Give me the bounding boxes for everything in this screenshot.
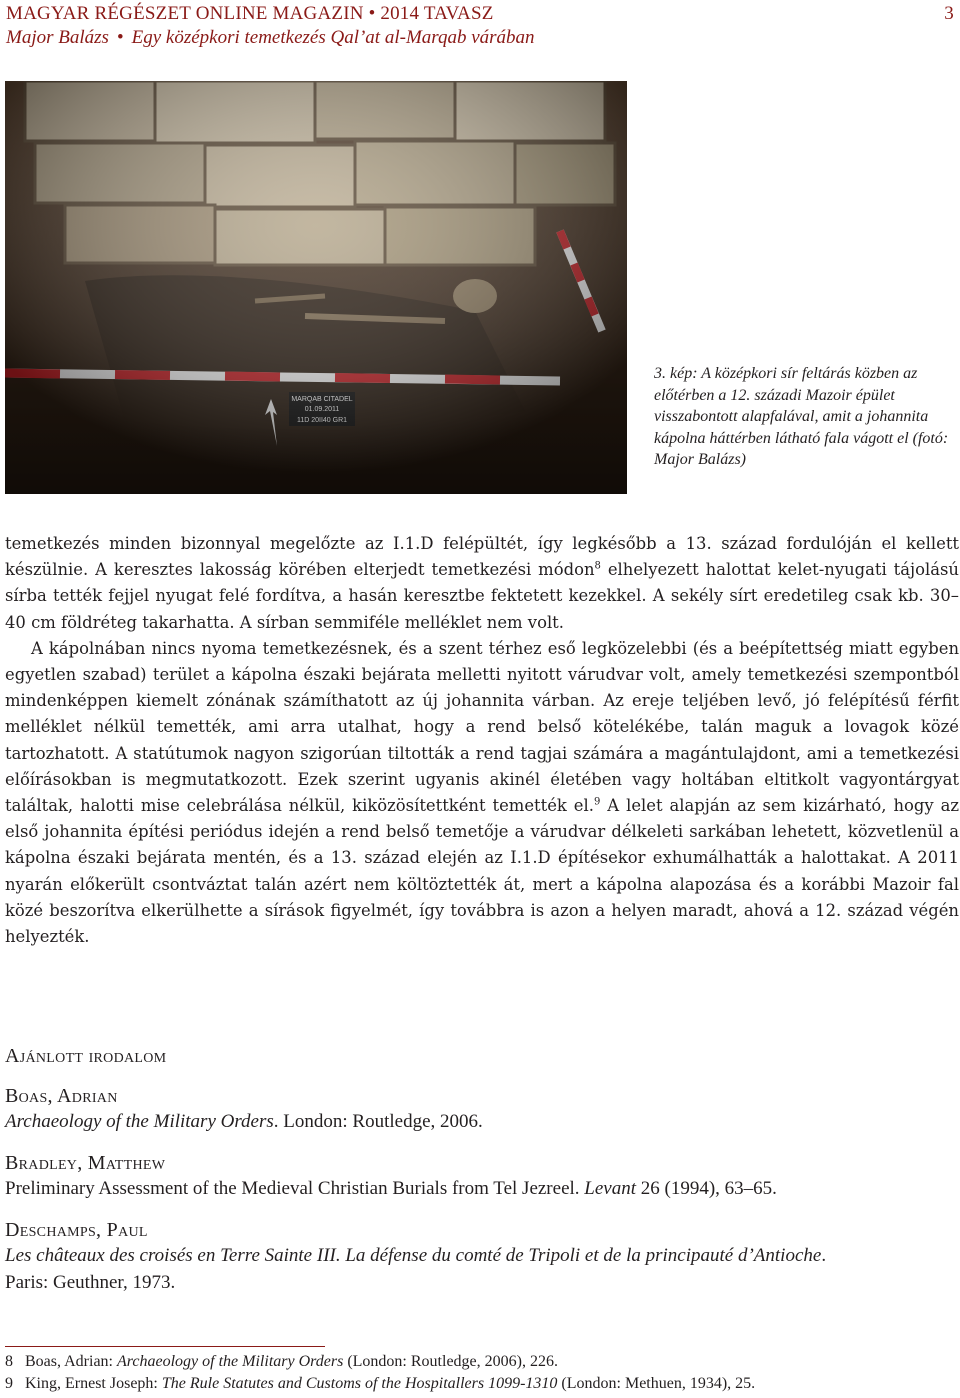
footnote-title: The Rule Statutes and Customs of the Hospitallers 1099-1310: [161, 1375, 558, 1392]
figure-caption: 3. kép: A középkori sír feltárás közben az előtérben a 12. századi Mazoir épület visszabontott alapfalával, amit a johannita kápolna háttérben látható fala vágott el (fotó: Major Balázs): [654, 365, 949, 468]
bib-journal: Levant: [584, 1178, 636, 1199]
bibliography-entry: [5, 1218, 955, 1296]
bib-text: [5, 1242, 955, 1269]
bib-publisher: Paris: Geuthner, 1973.: [5, 1272, 176, 1293]
bib-details: 26 (1994), 63–65.: [636, 1178, 777, 1199]
footnote: [5, 1351, 955, 1373]
bib-text: [5, 1108, 955, 1135]
paragraph-text: temetkezés minden bizonnyal megelőzte az I.1.D felépültét, így legkésőbb a 13. század fordulóján el kellett készülnie. A keresztes lakosság körében elterjedt temetkezési módon: [5, 534, 959, 580]
footnote-details: (London: Routledge, 2006), 226.: [343, 1353, 558, 1370]
excavation-photo-illustration: [5, 81, 627, 494]
paragraph-text: elhelyezett halottat kelet-nyugati tájolású sírba tették fejjel nyugat felé fordítva, a hasán keresztbe fektetett kezekkel. A sekély sírt eredetileg csak kb. 30–40 cm földréteg takarhatta. A sírban semmiféle melléklet nem volt.: [5, 560, 959, 632]
bib-author: Bradley, Matthew: [5, 1152, 166, 1174]
footnote-number: 8: [5, 1353, 13, 1370]
bib-author: Deschamps, Paul: [5, 1219, 148, 1241]
bib-text: [5, 1175, 955, 1202]
paragraph: [5, 531, 959, 636]
bib-title: Les châteaux des croisés en Terre Sainte III. La défense du comté de Tripoli et de la principauté d’Antioche: [5, 1245, 822, 1266]
footnote-text: [25, 1351, 558, 1373]
bib-title: Preliminary Assessment of the Medieval Christian Burials from Tel Jezreel.: [5, 1178, 585, 1199]
footnote-title: Archaeology of the Military Orders: [117, 1353, 344, 1370]
paragraph: [5, 636, 959, 950]
paragraph-text: A kápolnában nincs nyoma temetkezésnek, és a szent térhez eső legközelebbi (és a beépítettség miatt egyben egyetlen szabad) terület a kápolna északi bejárata melletti nyitott várudvar volt, amely temetkezési szempontból mindenképpen kiemelt zónának számíthatott az új johannita várban. Az ereje teljében levő, jó felépítésű férfit melléklet nélkül temették, ami arra utalhat, hogy a rend belső kötelékébe, talán maguk a lovagok közé tartozhatott. A statútumok nagyon szigorúan tiltották a rend tagjai számára a magántulajdont, ami a temetkezési előírásokban is megmutatkozott. Ezek szerint ugyanis akinél életében vagy holtában eltitkolt vagyontárgyat találtak, halotti mise celebrálása nélkül, kiközösítettként temették el.: [5, 638, 959, 816]
footnote-ref[interactable]: 9: [593, 796, 601, 808]
bibliography-entry: [5, 1151, 955, 1202]
article-title: Egy középkori temetkezés Qal’at al-Marqab várában: [131, 27, 535, 48]
page-number: 3: [944, 3, 954, 24]
bib-title: Archaeology of the Military Orders: [5, 1111, 274, 1132]
footnote-number: 9: [5, 1375, 13, 1392]
bib-details: .: [821, 1245, 827, 1266]
footnote-ref[interactable]: 8: [594, 560, 601, 572]
footnote-text: [25, 1373, 755, 1395]
footnote-author: Boas, Adrian:: [25, 1353, 117, 1370]
footnote: [5, 1373, 955, 1395]
magazine-title: MAGYAR RÉGÉSZET ONLINE MAGAZIN • 2014 TAVASZ: [6, 3, 494, 24]
bib-details: . London: Routledge, 2006.: [273, 1111, 483, 1132]
page-header: [6, 2, 954, 50]
bibliography-heading: Ajánlott irodalom: [5, 1045, 167, 1067]
header-separator: •: [116, 27, 124, 48]
bibliography-entry: [5, 1084, 955, 1135]
article-body: [5, 531, 959, 950]
bibliography: [5, 1045, 955, 1312]
bib-author: Boas, Adrian: [5, 1085, 118, 1107]
footnote-details: (London: Methuen, 1934), 25.: [557, 1375, 756, 1392]
paragraph-text: A lelet alapján az sem kizárható, hogy az első johannita építési periódus idején a rend belső temetője a várudvar délkeleti sarkában lehetett, közvetlenül a kápolna északi bejárata mentén, és a 13. század elején az I.1.D építésekor exhumálhatták a halottakat. A 2011 nyarán előkerült csontváztat talán azért nem költöztették át, mert a kápolna alapozása és a korábbi Mazoir fal közé beszorítva elkerülhette a sírások figyelmét, így továbbra is azon a helyen maradt, ahová a 12. század végén helyezték.: [5, 796, 960, 947]
footnotes: [5, 1351, 955, 1395]
footnote-divider: [5, 1346, 325, 1347]
header-top-line: [6, 2, 954, 26]
article-author: Major Balázs: [6, 27, 109, 48]
footnote-author: King, Ernest Joseph:: [25, 1375, 162, 1392]
excavation-photo: [5, 81, 627, 494]
header-article-line: [6, 26, 954, 50]
